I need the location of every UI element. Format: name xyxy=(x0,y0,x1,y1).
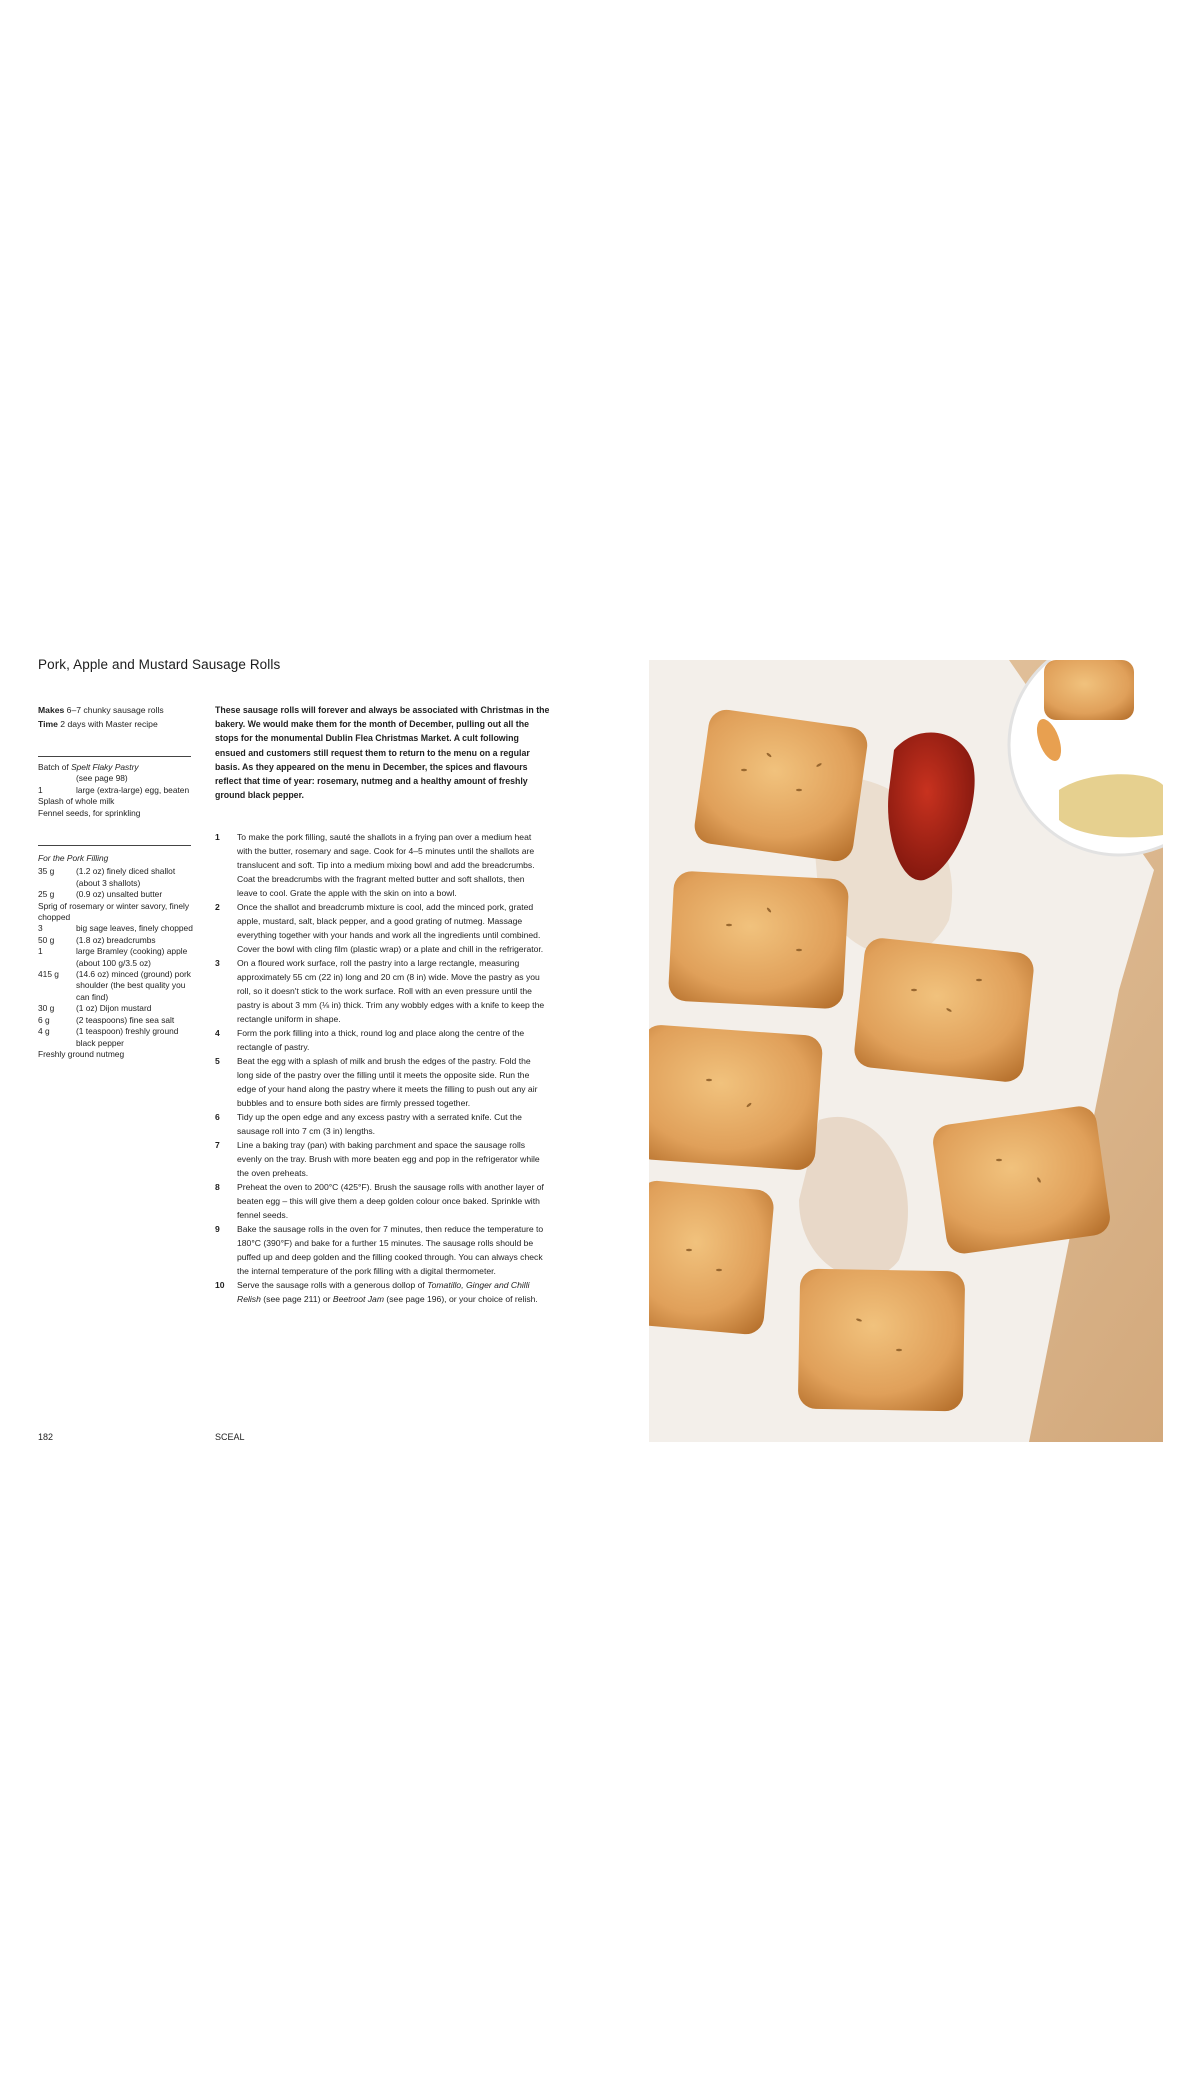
method-step: 9 Bake the sausage rolls in the oven for 7 minutes, then reduce the temperature to 180°C (390°F) and bake for a further 15 minutes. The sausage rolls should be puffed up and deep golden and the filling cooked through. You can always check the internal temperature of the pork filling with a digital thermometer. xyxy=(215,1224,544,1276)
recipe-intro: These sausage rolls will forever and always be associated with Christmas in the bakery. We would make them for the month of December, pulling out all the stops for the monumental Dublin Flea Christmas Market. A cult following ensued and customers still request them to return to the menu on a regular basis. As they appeared on the menu in December, the spices and flavours reflect that time of year: rosemary, nutmeg and a healthy amount of freshly ground black pepper. xyxy=(215,705,550,801)
divider xyxy=(38,845,191,846)
recipe-title: Pork, Apple and Mustard Sausage Rolls xyxy=(38,657,281,672)
ingredient-row: Batch of Spelt Flaky Pastry xyxy=(38,762,139,772)
ingredient-row: Splash of whole milk xyxy=(38,796,115,807)
sausage-roll xyxy=(798,1269,965,1412)
ingredient-row: Fennel seeds, for sprinkling xyxy=(38,807,141,818)
method-step: 5 Beat the egg with a splash of milk and brush the edges of the pastry. Fold the long side of the pastry over the filling until it meets the opposite side. Run the edge of your hand along the pastry where it meets the filling to push out any air bubbles and to ensure both sides are firmly pressed together. xyxy=(215,1056,538,1108)
ingredient-row: 3 big sage leaves, finely chopped xyxy=(38,923,193,934)
method-step: 6 Tidy up the open edge and any excess pastry with a serrated knife. Cut the sausage roll into 7 cm (3 in) lengths. xyxy=(215,1112,522,1136)
makes-line: Makes 6–7 chunky sausage rolls xyxy=(38,705,164,715)
ingredient-row: Sprig of rosemary or winter savory, finely chopped xyxy=(38,900,190,923)
pastry-on-plate xyxy=(1044,660,1134,720)
ingredient-row: 1 large (extra-large) egg, beaten xyxy=(38,784,190,795)
ingredient-row: 415 g (14.6 oz) minced (ground) pork shoulder (the best quality you can find) xyxy=(38,969,191,1002)
ingredient-row: 30 g (1 oz) Dijon mustard xyxy=(38,1003,152,1014)
base-ingredients xyxy=(38,762,198,819)
method-step: 4 Form the pork filling into a thick, round log and place along the centre of the rectangle of pastry. xyxy=(215,1028,525,1052)
method-steps xyxy=(215,830,545,1306)
ingredient-row: 25 g (0.9 oz) unsalted butter xyxy=(38,889,163,900)
filling-ingredients xyxy=(38,853,198,1060)
sausage-roll xyxy=(668,870,850,1009)
sausage-rolls-photo xyxy=(649,660,1163,1442)
divider xyxy=(38,756,191,757)
ingredient-row: 35 g (1.2 oz) finely diced shallot (about 3 shallots) xyxy=(38,866,176,888)
sausage-roll xyxy=(649,1024,823,1171)
sausage-roll xyxy=(853,936,1036,1083)
sausage-roll xyxy=(931,1104,1112,1256)
ingredient-row: Freshly ground nutmeg xyxy=(38,1048,125,1059)
sausage-roll xyxy=(692,708,869,864)
book-title: SCEAL xyxy=(215,1432,245,1442)
filling-heading: For the Pork Filling xyxy=(38,853,109,863)
time-line: Time 2 days with Master recipe xyxy=(38,719,158,729)
ingredient-row: 50 g (1.8 oz) breadcrumbs xyxy=(38,934,156,945)
mustard-dollop xyxy=(1059,774,1163,837)
ingredient-row: 1 large Bramley (cooking) apple (about 100 g/3.5 oz) xyxy=(38,946,188,968)
method-step: 1 To make the pork filling, sauté the shallots in a frying pan over a medium heat with the butter, rosemary and sage. Cook for 4–5 minutes until the shallots are translucent and soft. Tip into a medium mixing bowl and add the breadcrumbs. Coat the breadcrumbs with the fragrant melted butter and soft shallots, then leave to cool. Grate the apple with the skin on into a bowl. xyxy=(215,832,535,898)
method-step: 3 On a floured work surface, roll the pastry into a large rectangle, measuring approximately 55 cm (22 in) long and 20 cm (8 in) wide. Move the pastry as you roll, so it doesn't stick to the work surface. Roll with an even pressure until the pastry is about 3 mm (⅛ in) thick. Trim any wobbly edges with a knife to keep the rectangle uniform in shape. xyxy=(215,958,545,1024)
method-step: 10 Serve the sausage rolls with a generous dollop of Tomatillo, Ginger and Chilli Relish (see page 211) or Beetroot Jam (see page 196), or your choice of relish. xyxy=(215,1280,538,1304)
sausage-roll xyxy=(649,1179,775,1335)
page-number: 182 xyxy=(38,1432,54,1442)
ingredient-row: 4 g (1 teaspoon) freshly ground black pepper xyxy=(38,1026,179,1048)
method-step: 8 Preheat the oven to 200°C (425°F). Brush the sausage rolls with another layer of beaten egg – this will give them a deep golden colour once baked. Sprinkle with fennel seeds. xyxy=(215,1182,544,1220)
method-step: 7 Line a baking tray (pan) with baking parchment and space the sausage rolls evenly on the tray. Brush with more beaten egg and pop in the refrigerator while the oven preheats. xyxy=(215,1140,540,1178)
recipe-meta xyxy=(38,703,198,731)
method-step: 2 Once the shallot and breadcrumb mixture is cool, add the minced pork, grated apple, mustard, salt, black pepper, and a good grating of nutmeg. Massage everything together with your hands and work all the ingredients until combined. Cover the bowl with cling film (plastic wrap) or a plate and chill in the refrigerator. xyxy=(215,902,544,954)
ingredient-row: 6 g (2 teaspoons) fine sea salt xyxy=(38,1014,175,1025)
ingredient-row: (see page 98) xyxy=(76,773,128,784)
